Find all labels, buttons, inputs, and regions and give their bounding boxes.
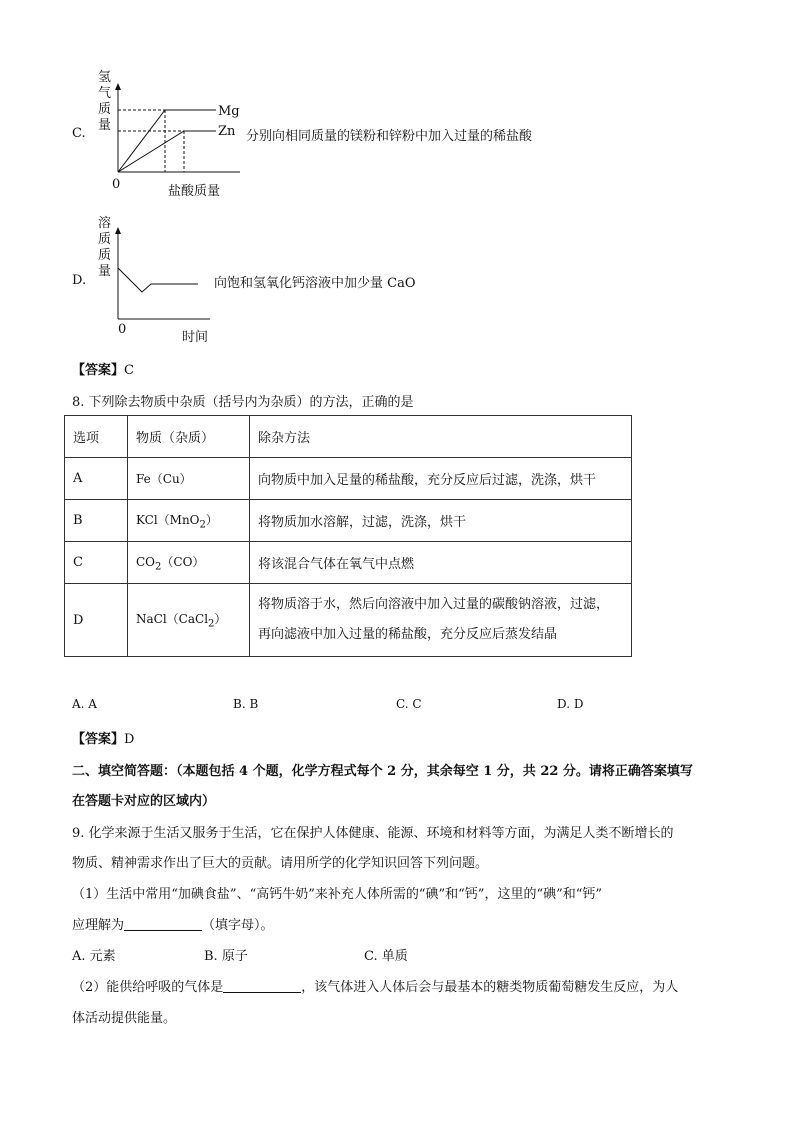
table-cell-substance (128, 500, 250, 542)
table-header-cell: 除杂方法 (250, 416, 632, 458)
question-8-stem: 8. 下列除去物质中杂质（括号内为杂质）的方法，正确的是 (72, 395, 414, 410)
chart-d-ylabel-char: 量 (98, 264, 112, 279)
formula-text: CO (136, 554, 156, 569)
answer-8 (72, 728, 134, 747)
question-9-part2-line2: 体活动提供能量。 (72, 1011, 177, 1026)
choice-a: A. A (72, 697, 97, 711)
formula-subscript: 2 (208, 618, 215, 630)
prompt-text: （2）能供给呼吸的气体是 (72, 980, 224, 995)
chart-c-ylabel-char: 质 (98, 102, 112, 117)
method-line: 再向滤液中加入过量的稀盐酸，充分反应后蒸发结晶 (258, 627, 558, 642)
formula-subscript: 2 (199, 519, 206, 531)
answer-value: C (124, 363, 134, 378)
question-9-part1-line2 (72, 914, 274, 933)
chart-c-ylabel-char: 气 (98, 86, 112, 101)
table-cell-substance (128, 542, 250, 584)
chart-d-graph (108, 224, 218, 324)
table-cell-option: B (65, 500, 128, 542)
table-row (65, 500, 632, 542)
choice-c-simple-substance: C. 单质 (364, 949, 408, 964)
table-cell-method: 将物质加水溶解，过滤，洗涤，烘干 (250, 500, 632, 542)
chart-c-xlabel: 盐酸质量 (168, 184, 221, 199)
answer-value: D (124, 732, 135, 747)
table-row (65, 584, 632, 657)
formula-text: KCl（MnO (136, 512, 200, 527)
table-cell-substance: Fe（Cu） (128, 458, 250, 500)
table-cell-option: D (65, 584, 128, 657)
table-cell-option: A (65, 458, 128, 500)
table-header-cell: 选项 (65, 416, 128, 458)
choice-b-atom: B. 原子 (204, 949, 248, 964)
choice-d: D. D (557, 697, 584, 711)
prompt-text: 应理解为 (72, 918, 125, 933)
chart-c-ylabel-char: 量 (98, 118, 112, 133)
question-9-line2: 物质、精神需求作出了巨大的贡献。请用所学的化学知识回答下列问题。 (72, 856, 489, 871)
section-2-heading-line2: 在答题卡对应的区域内） (72, 794, 216, 809)
choice-a-element: A. 元素 (72, 949, 116, 964)
chart-c-series-mg: Mg (218, 104, 240, 119)
chart-d-curve (118, 268, 198, 292)
chart-c-zn-line (118, 131, 216, 172)
chart-d-xlabel: 时间 (182, 330, 209, 345)
table-row (65, 458, 632, 500)
method-line: 将物质溶于水，然后向溶液中加入过量的碳酸钠溶液，过滤， (258, 597, 610, 612)
question-9-line1: 9. 化学来源于生活又服务于生活，它在保护人体健康、能源、环境和材料等方面，为满足人类不断增长的 (72, 826, 674, 841)
answer-tag: 【答案】 (72, 363, 125, 378)
formula-text: （CO） (161, 554, 205, 569)
formula-subscript: 2 (155, 561, 162, 573)
chart-c-ylabel-char: 氢 (98, 70, 112, 85)
formula-text: ） (205, 512, 218, 527)
chart-c-y-arrow (115, 83, 121, 90)
option-d-label: D. (72, 273, 87, 288)
table-cell-method: 向物质中加入足量的稀盐酸，充分反应后过滤，洗涤，烘干 (250, 458, 632, 500)
question-9-part1-line1: （1）生活中常用“加碘食盐”、“高钙牛奶”来补充人体所需的“碘”和“钙”，这里的“碘”和“钙” (72, 887, 603, 902)
option-c-label: C. (72, 126, 86, 141)
table-cell-method (250, 584, 632, 657)
section-2-heading-line1: 二、填空简答题：（本题包括 4 个题，化学方程式每个 2 分，其余每空 1 分，共 22 分。请将正确答案填写 (72, 764, 693, 779)
formula-text: ） (214, 612, 227, 627)
question-9-part2-line1 (72, 976, 678, 995)
chart-d-y-arrow (115, 227, 121, 234)
chart-c-series-zn: Zn (218, 124, 236, 139)
chart-d-caption: 向饱和氢氧化钙溶液中加少量 CaO (214, 276, 416, 291)
table-cell-method: 将该混合气体在氧气中点燃 (250, 542, 632, 584)
table-header-cell: 物质（杂质） (128, 416, 250, 458)
table-cell-option: C (65, 542, 128, 584)
chart-d-ylabel-char: 质 (98, 248, 112, 263)
options-table (64, 415, 632, 657)
answer-blank-2[interactable] (223, 978, 301, 993)
prompt-text: （填字母）。 (202, 918, 274, 933)
chart-d-ylabel-char: 溶 (98, 216, 112, 231)
choice-b: B. B (233, 697, 259, 711)
table-row (65, 542, 632, 584)
formula-text: NaCl（CaCl (136, 612, 209, 627)
prompt-text: ，该气体进入人体后会与最基本的糖类物质葡萄糖发生反应，为人 (301, 980, 679, 995)
chart-c-caption: 分别向相同质量的镁粉和锌粉中加入过量的稀盐酸 (246, 129, 533, 144)
chart-d-ylabel-char: 质 (98, 232, 112, 247)
chart-c-origin: 0 (112, 177, 121, 192)
answer-7 (72, 359, 134, 378)
chart-d-origin: 0 (118, 322, 127, 337)
table-header-row (65, 416, 632, 458)
answer-blank-1[interactable] (124, 916, 202, 931)
choice-c: C. C (396, 697, 422, 711)
table-cell-substance (128, 584, 250, 657)
answer-tag: 【答案】 (72, 732, 125, 747)
